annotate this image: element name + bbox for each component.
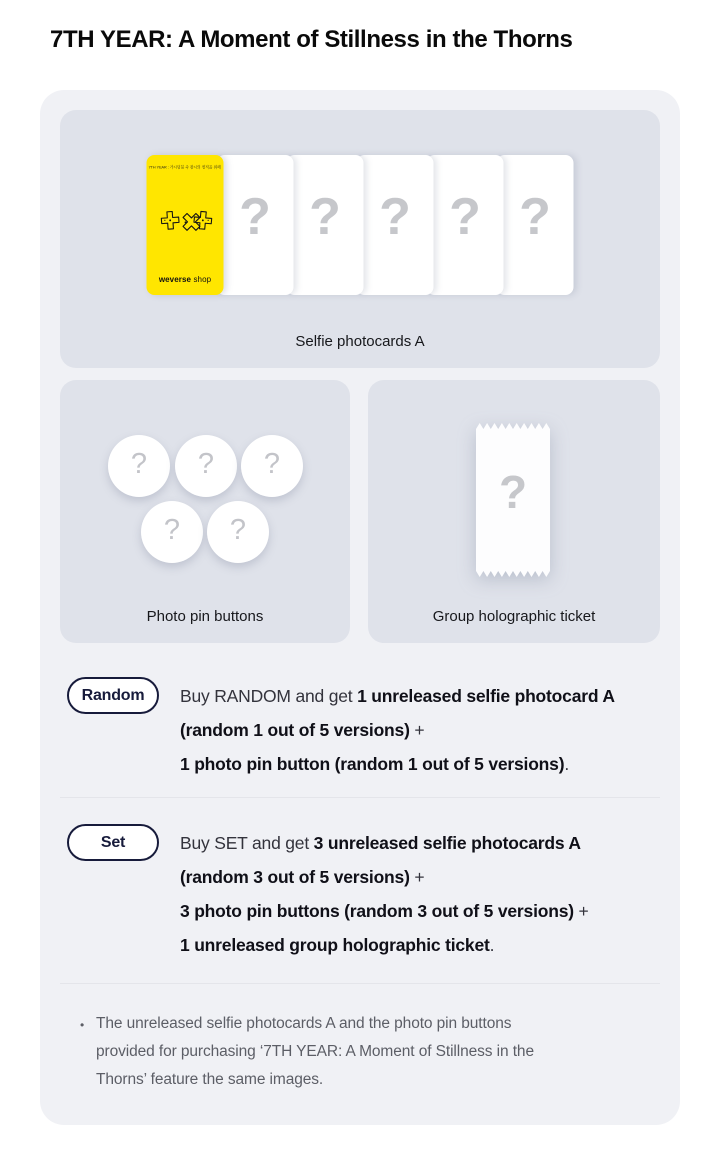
random-offer-row [67, 677, 657, 781]
photocard-mystery [497, 155, 574, 295]
random-badge: Random [67, 677, 159, 714]
offer-item-photocard-versions: (random 1 out of 5 versions) [180, 720, 410, 740]
pin-button-mystery [175, 435, 237, 497]
shop-logo-text: shop [193, 275, 212, 284]
divider [60, 797, 660, 798]
question-mark: ? [197, 448, 215, 480]
pin-buttons-panel [60, 380, 350, 643]
photocard-mystery [357, 155, 434, 295]
pin-buttons-caption: Photo pin buttons [146, 608, 264, 625]
question-mark: ? [163, 514, 181, 546]
offer-item-pins: 3 photo pin buttons (random 3 out of 5 versions) [180, 901, 574, 921]
set-badge: Set [67, 824, 159, 861]
holographic-ticket [476, 423, 550, 577]
random-offer-text [180, 679, 615, 781]
offer-item-photocards-versions: (random 3 out of 5 versions) [180, 867, 410, 887]
weverse-shop-logo [147, 275, 224, 284]
photocard-mystery [287, 155, 364, 295]
page-title: 7TH YEAR: A Moment of Stillness in the Thorns [50, 26, 573, 53]
set-offer-text [180, 826, 589, 962]
divider [60, 983, 660, 984]
selfie-photocards-panel [60, 110, 660, 368]
question-mark: ? [519, 187, 551, 246]
txt-logo-icon [155, 205, 215, 237]
pin-button-mystery [207, 501, 269, 563]
offer-plus: + [573, 901, 589, 921]
photocard-header-text: 7TH YEAR : 가시덤불 속 잠시의 정적을 위해 [148, 165, 222, 170]
offer-item-photocard: 1 unreleased selfie photocard A [357, 686, 615, 706]
pin-button-mystery [141, 501, 203, 563]
offer-item-ticket: 1 unreleased group holographic ticket [180, 935, 490, 955]
question-mark: ? [263, 448, 281, 480]
set-offer-row [67, 824, 657, 962]
offer-period: . [564, 754, 570, 774]
ticket-caption: Group holographic ticket [432, 608, 596, 625]
note-line: Thorns’ feature the same images. [96, 1071, 324, 1088]
question-mark: ? [379, 187, 411, 246]
photocard-yellow [147, 155, 224, 295]
weverse-logo-text: weverse [158, 275, 192, 284]
note-text [96, 1010, 534, 1094]
offer-intro: Buy SET and get [180, 833, 314, 853]
question-mark: ? [229, 514, 247, 546]
offer-item-pin: 1 photo pin button (random 1 out of 5 versions) [180, 754, 565, 774]
photocards-row [147, 155, 574, 295]
pin-button-mystery [108, 435, 170, 497]
note-bullet: • [80, 1018, 85, 1032]
selfie-photocards-caption: Selfie photocards A [295, 333, 425, 350]
question-mark: ? [309, 187, 341, 246]
product-showcase [40, 90, 680, 1125]
note-line: provided for purchasing ‘7TH YEAR: A Moment of Stillness in the [96, 1043, 534, 1060]
question-mark: ? [239, 187, 271, 246]
offer-plus: + [409, 867, 425, 887]
question-mark: ? [130, 448, 148, 480]
offer-plus: + [409, 720, 425, 740]
offer-item-photocards: 3 unreleased selfie photocards A [313, 833, 581, 853]
footnote [80, 1010, 534, 1094]
photocard-mystery [217, 155, 294, 295]
offer-intro: Buy RANDOM and get [180, 686, 358, 706]
photocard-mystery [427, 155, 504, 295]
note-line: The unreleased selfie photocards A and the photo pin buttons [96, 1015, 512, 1032]
question-mark: ? [449, 187, 481, 246]
offer-period: . [489, 935, 495, 955]
ticket-panel [368, 380, 660, 643]
pin-button-mystery [241, 435, 303, 497]
question-mark: ? [498, 466, 528, 519]
